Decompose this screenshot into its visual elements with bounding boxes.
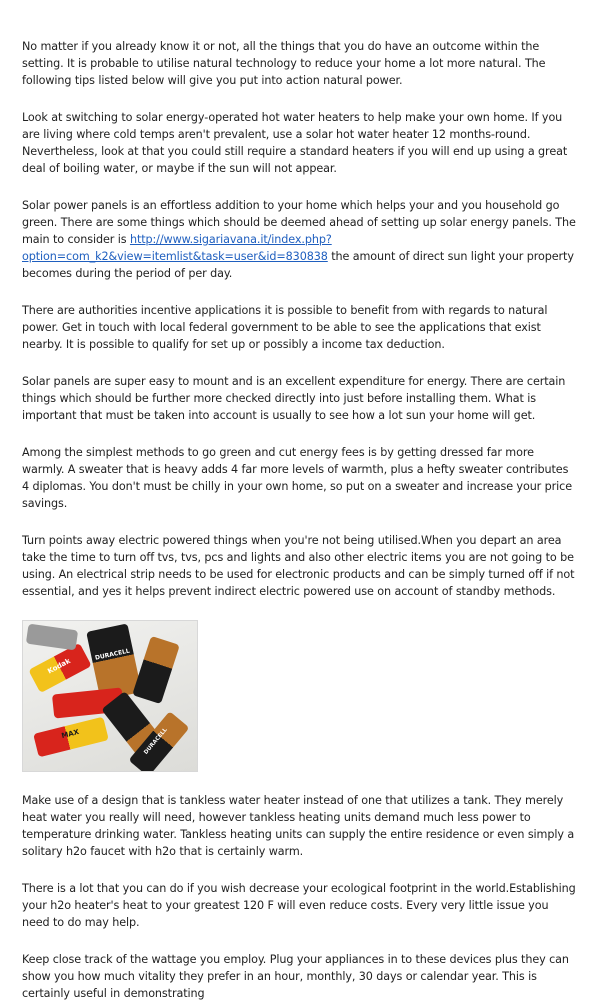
battery-label: MAX	[60, 728, 80, 741]
batteries-image	[22, 620, 198, 772]
battery-label: DURACELL	[143, 727, 169, 756]
paragraph-solar-panels-after: the amount of direct sun light your property becomes during the period of per day.	[22, 250, 574, 280]
battery-label: Kodak	[46, 656, 72, 676]
paragraph-wattage: Keep close track of the wattage you employ. Plug your appliances in to these devices plus they can show you how much vitality they prefer in an hour, monthly, 30 days or calendar year. This is certainly useful in demonstrating	[22, 953, 569, 1000]
battery-black-1	[132, 636, 180, 704]
paragraph-mounting: Solar panels are super easy to mount and is an excellent expenditure for energy. There are certain things which should be further more checked directly into just before installing them. What is important that must be taken into account is usually to see how a lot sun your home will get.	[22, 375, 566, 422]
paragraph-incentives: There are authorities incentive applications it is possible to benefit from with regards to natural power. Get in touch with local federal government to be able to see the applications that exist nearby. It is possible to qualify for set up or possibly a income tax deduction.	[22, 304, 548, 351]
article-link[interactable]: http://www.sigariavana.it/index.php?option=com_k2&view=itemlist&task=user&id=830838	[22, 233, 332, 263]
paragraph-solar-water: Look at switching to solar energy-operated hot water heaters to help make your own home. If you are living where cold temps aren't prevalent, use a solar hot water heater 12 months-round. Nevertheless, look at that you could still require a standard heaters if you will end up using a great deal of boiling water, or maybe if the sun will not appear.	[22, 111, 568, 175]
battery-grey-1	[26, 624, 78, 651]
battery-label: DURACELL	[94, 647, 131, 662]
paragraph-solar-panels-before: Solar power panels is an effortless addition to your home which helps your and you household go green. There are some things which should be deemed ahead of setting up solar energy panels. The main to consider is	[22, 199, 576, 246]
paragraph-solar-panels	[22, 197, 578, 282]
paragraph-sweater: Among the simplest methods to go green and cut energy fees is by getting dressed far more warmly. A sweater that is heavy adds 4 far more levels of warmth, plus a hefty sweater contributes 4 diplomas. You don't must be chilly in your own home, so put on a sweater and increase your price savings.	[22, 446, 572, 510]
battery-kodak-max	[33, 717, 109, 758]
battery-kodak-1	[28, 643, 91, 693]
paragraph-footprint: There is a lot that you can do if you wish decrease your ecological footprint in the world.Establishing your h2o heater's heat to your greatest 120 F will even reduce costs. Every very little issue you need to do may help.	[22, 882, 576, 929]
paragraph-turn-off: Turn points away electric powered things when you're not being utilised.When you depart an area take the time to turn off tvs, tvs, pcs and lights and also other electric items you are not going to be using. An electrical strip needs to be used for electronic products and can be simply turned off if not essential, and yes it helps prevent indirect electric powered use on account of standby methods.	[22, 534, 575, 598]
paragraph-tankless: Make use of a design that is tankless water heater instead of one that utilizes a tank. They merely heat water you really will need, however tankless heating units demand much less power to temperature drinking water. Tankless heating units can supply the entire residence or even simply a solitary h2o faucet with h2o that is certainly warm.	[22, 794, 575, 858]
paragraph-intro: No matter if you already know it or not, all the things that you do have an outcome within the setting. It is probable to utilise natural technology to reduce your home a lot more natural. The following tips listed below will give you put into action natural power.	[22, 40, 546, 87]
